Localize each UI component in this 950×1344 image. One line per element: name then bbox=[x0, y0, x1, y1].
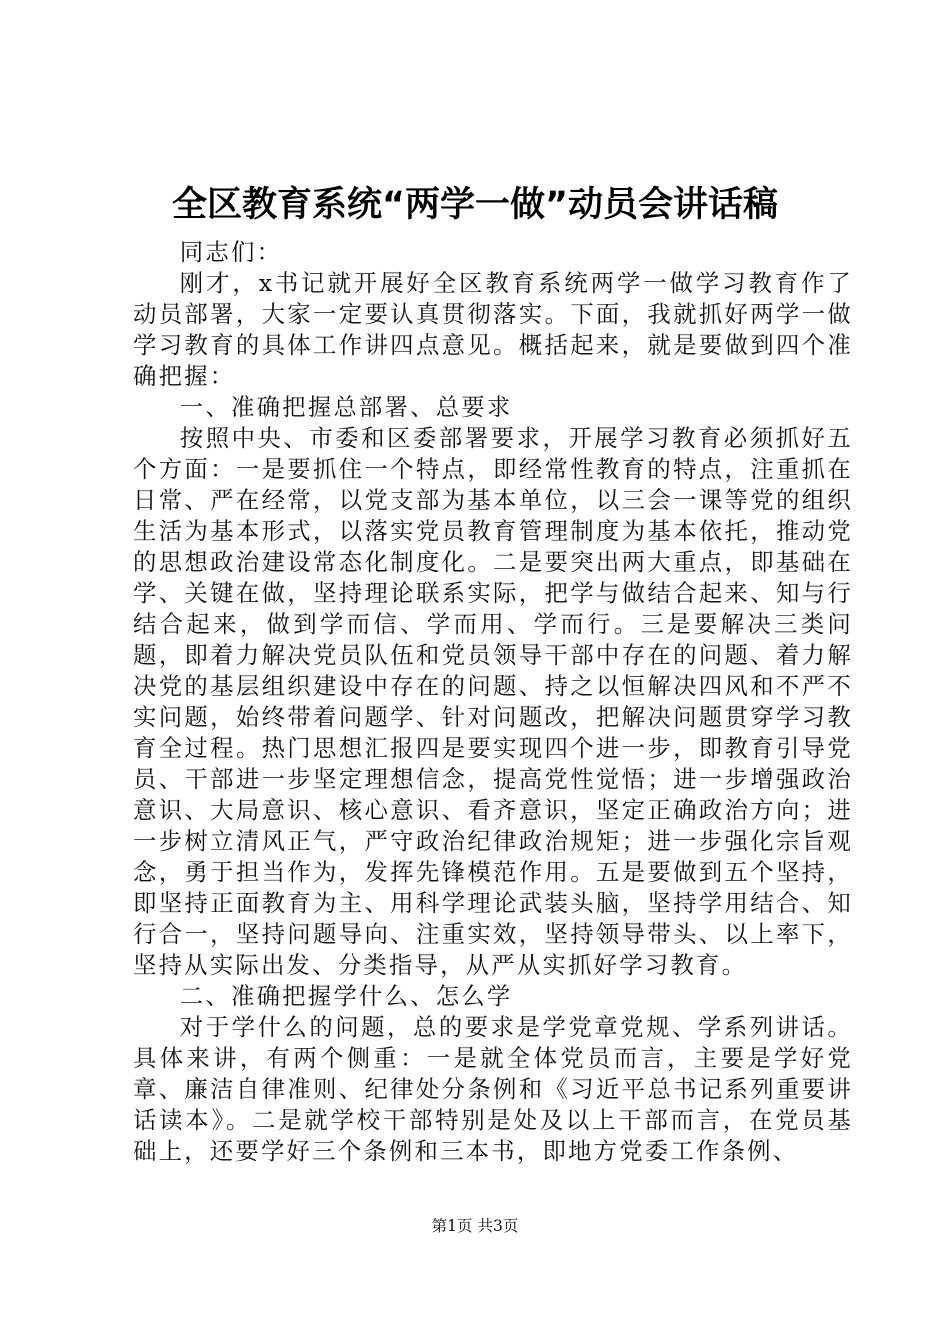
page-footer: 第1页 共3页 bbox=[431, 1217, 519, 1235]
section-heading-1: 一、准确把握总部署、总要求 bbox=[179, 393, 513, 421]
section-heading-2: 二、准确把握学什么、怎么学 bbox=[179, 982, 513, 1010]
document-body bbox=[133, 237, 853, 1167]
section-1-paragraph: 按照中央、市委和区委部署要求，开展学习教育必须抓好五个方面：一是要抓住一个特点，即经常性教育的特点，注重抓在日常、严在经常，以党支部为基本单位，以三会一课等党的组织生活为基本形式，以落实党员教育管理制度为基本依托，推动党的思想政治建设常态化制度化。二是要突出两大重点，即基础在学、关键在做，坚持理论联系实际，把学与做结合起来、知与行结合起来，做到学而信、学而用、学而行。三是要解决三类问题，即着力解决党员队伍和党员领导干部中存在的问题、着力解决党的基层组织建设中存在的问题、持之以恒解决四风和不严不实问题，始终带着问题学、针对问题改，把解决问题贯穿学习教育全过程。热门思想汇报四是要实现四个进一步，即教育引导党员、干部进一步坚定理想信念，提高党性觉悟；进一步增强政治意识、大局意识、核心意识、看齐意识，坚定正确政治方向；进一步树立清风正气，严守政治纪律政治规矩；进一步强化宗旨观念，勇于担当作为，发挥先锋模范作用。五是要做到五个坚持，即坚持正面教育为主、用科学理论武装头脑，坚持学用结合、知行合一，坚持问题导向、注重实效，坚持领导带头、以上率下，坚持从实际出发、分类指导，从严从实抓好学习教育。 bbox=[133, 424, 853, 979]
section-2-paragraph: 对于学什么的问题，总的要求是学党章党规、学系列讲话。具体来讲，有两个侧重：一是就全体党员而言，主要是学好党章、廉洁自律准则、纪律处分条例和《习近平总书记系列重要讲话读本》。二是就学校干部特别是处及以上干部而言，在党员基础上，还要学好三个条例和三本书，即地方党委工作条例、 bbox=[133, 1013, 853, 1165]
document-title: 全区教育系统“两学一做”动员会讲话稿 bbox=[171, 185, 778, 225]
intro-paragraph: 刚才，x书记就开展好全区教育系统两学一做学习教育作了动员部署，大家一定要认真贯彻落实。下面，我就抓好两学一做学习教育的具体工作讲四点意见。概括起来，就是要做到四个准确把握： bbox=[133, 269, 853, 390]
greeting-paragraph: 同志们： bbox=[179, 238, 283, 266]
